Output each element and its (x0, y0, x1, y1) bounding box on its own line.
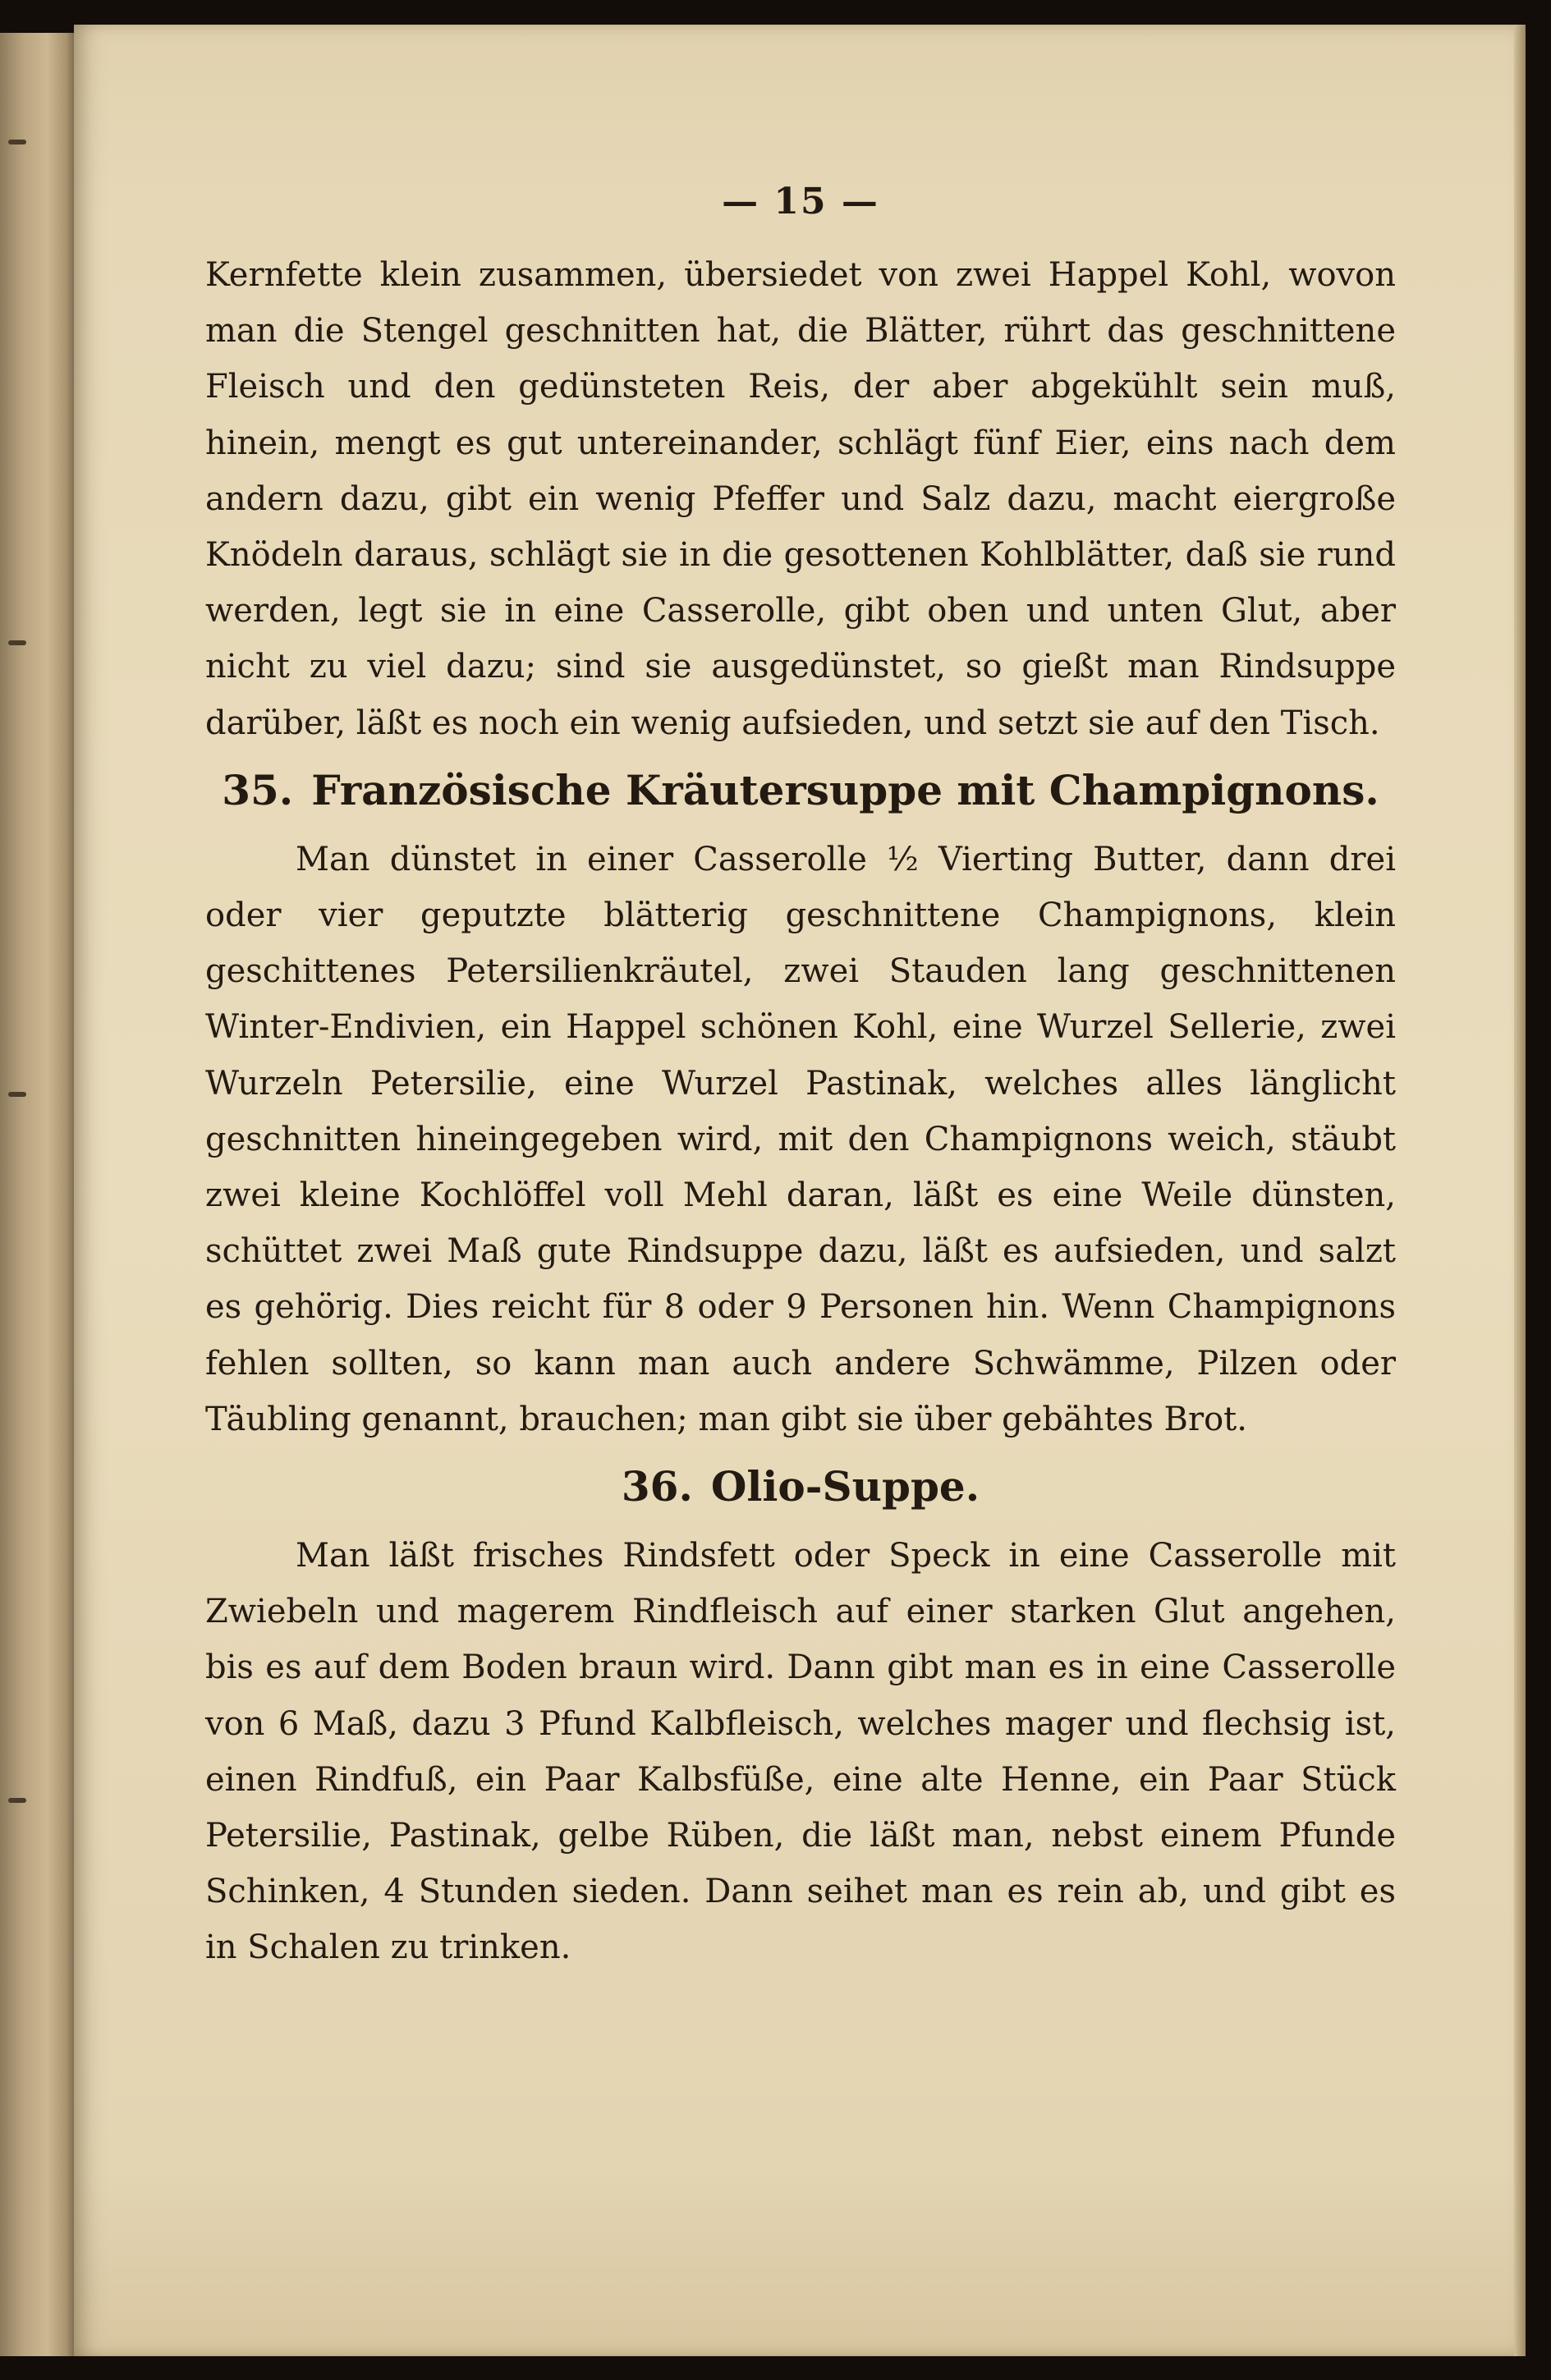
recipe-heading (205, 1459, 1396, 1515)
binding-mark (8, 1092, 26, 1097)
binding-mark (8, 140, 26, 144)
recipe-number: 35. (222, 765, 294, 814)
page-content (205, 181, 1396, 1976)
recipe-text: Man dünstet in einer Casserolle ½ Vierting Butter, dann drei oder vier geputzte blätterig geschnittene Champignons, klein geschittenes Petersilienkräutel, zwei Stauden lang geschnittenen Winter-Endivien, ein Happel schönen Kohl, eine Wurzel Sellerie, zwei Wurzeln Petersilie, eine Wurzel Pastinak, welches alles länglicht geschnitten hineingegeben wird, mit den Champignons weich, stäubt zwei kleine Kochlöffel voll Mehl daran, läßt es eine Weile dünsten, schüttet zwei Maß gute Rindsuppe dazu, läßt es aufsieden, und salzt es gehörig. Dies reicht für 8 oder 9 Personen hin. Wenn Champignons fehlen sollten, so kann man auch andere Schwämme, Pilzen oder Täubling genannt, brauchen; man gibt sie über gebähtes Brot. (205, 840, 1396, 1438)
page-edge (1514, 25, 1526, 2356)
recipe-title: Französische Kräutersuppe mit Champignons. (311, 765, 1379, 814)
previous-page-edge (0, 33, 78, 2356)
binding-mark (8, 640, 26, 645)
recipe-number: 36. (621, 1462, 693, 1511)
recipe-text: Man läßt frisches Rindsfett oder Speck in eine Casserolle mit Zwiebeln und magerem Rindfleisch auf einer starken Glut angehen, bis es auf dem Boden braun wird. Dann gibt man es in eine Casserolle von 6 Maß, dazu 3 Pfund Kalbfleisch, welches mager und flechsig ist, einen Rindfuß, ein Paar Kalbsfüße, eine alte Henne, ein Paar Stück Petersilie, Pastinak, gelbe Rüben, die läßt man, nebst einem Pfunde Schinken, 4 Stunden sieden. Dann seihet man es rein ab, und gibt es in Schalen zu trinken. (205, 1537, 1396, 1967)
book-page (74, 25, 1526, 2356)
page-number: — 15 — (722, 181, 879, 222)
recipe-heading (205, 763, 1396, 819)
binding-mark (8, 1798, 26, 1803)
continued-recipe-paragraph: Kernfette klein zusammen, übersiedet von zwei Happel Kohl, wovon man die Stengel geschnitten hat, die Blätter, rührt das geschnittene Fleisch und den gedünsteten Reis, der aber abgekühlt sein muß, hinein, mengt es gut untereinander, schlägt fünf Eier, eins nach dem andern dazu, gibt ein wenig Pfeffer und Salz dazu, macht eiergroße Knödeln daraus, schlägt sie in die gesottenen Kohlblätter, daß sie rund werden, legt sie in eine Casserolle, gibt oben und unten Glut, aber nicht zu viel dazu; sind sie ausgedünstet, so gießt man Rindsuppe darüber, läßt es noch ein wenig aufsieden, und setzt sie auf den Tisch. (205, 256, 1396, 742)
recipe-title: Olio-Suppe. (710, 1462, 980, 1511)
